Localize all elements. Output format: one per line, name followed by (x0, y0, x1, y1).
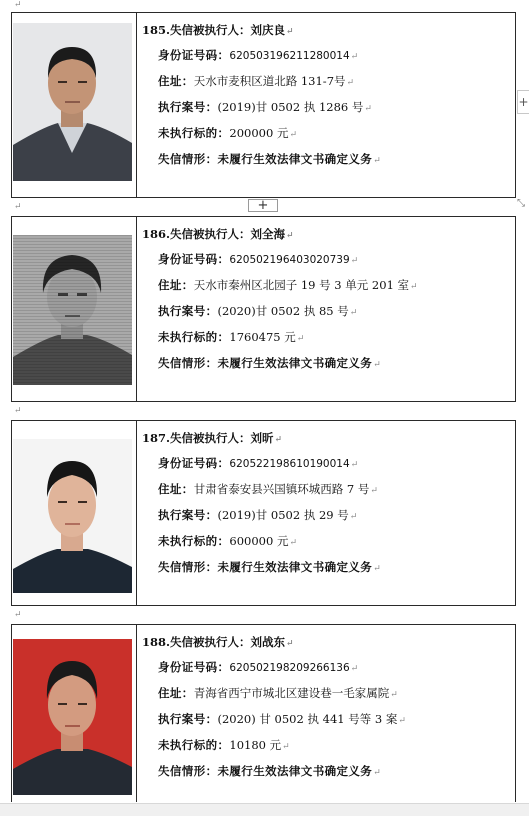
paragraph-mark: ↵ (286, 639, 294, 649)
paragraph-mark: ↵ (364, 104, 372, 114)
paragraph-mark: ↵ (410, 282, 418, 292)
paragraph-mark: ↵ (282, 742, 290, 752)
case-value: (2019)甘 0502 执 1286 号 (217, 100, 364, 114)
case-label: 执行案号： (158, 712, 218, 726)
id-label: 身份证号码： (158, 252, 230, 266)
record-card-188 (11, 624, 516, 802)
situation-label: 失信情形： (158, 356, 218, 370)
record-card-185 (11, 12, 516, 198)
paragraph-mark: ↵ (390, 690, 398, 700)
amount-label: 未执行标的： (158, 126, 230, 140)
id-label: 身份证号码： (158, 456, 230, 470)
case-value: (2020) 甘 0502 执 441 号等 3 案 (217, 712, 398, 726)
paragraph-mark: ↵ (289, 538, 298, 548)
case-label: 执行案号： (158, 100, 218, 114)
situation-label: 失信情形： (158, 152, 218, 166)
add-column-button[interactable]: + (517, 90, 529, 114)
paragraph-mark: ↵ (14, 202, 22, 212)
address-value: 青海省西宁市城北区建设巷一毛家属院 (193, 686, 390, 700)
paragraph-mark: ↵ (14, 610, 22, 620)
case-label: 执行案号： (158, 304, 218, 318)
case-label: 执行案号： (158, 508, 218, 522)
paragraph-mark: ↵ (289, 130, 298, 140)
paragraph-mark: ↵ (14, 406, 22, 416)
situation-value: 未履行生效法律文书确定义务 (217, 764, 373, 778)
address-label: 住址： (158, 482, 194, 496)
paragraph-mark: ↵ (296, 334, 305, 344)
amount-label: 未执行标的： (158, 534, 230, 548)
amount-value: 1760475 元 (229, 330, 296, 344)
paragraph-mark: ↵ (373, 564, 381, 574)
paragraph-mark: ↵ (350, 52, 359, 62)
record-title: 186.失信被执行人：刘全海 (142, 227, 286, 241)
portrait-photo (13, 23, 132, 181)
paragraph-mark: ↵ (286, 231, 294, 241)
id-value: 620502196403020739 (229, 254, 350, 266)
record-title: 185.失信被执行人：刘庆良 (142, 23, 286, 37)
photo-cell (12, 421, 137, 605)
paragraph-mark: ↵ (350, 664, 359, 674)
paragraph-mark: ↵ (370, 486, 378, 496)
paragraph-mark: ↵ (373, 156, 381, 166)
add-row-button[interactable]: + (248, 199, 278, 212)
address-value: 天水市秦州区北园子 19 号 3 单元 201 室 (193, 278, 410, 292)
bottom-scrollbar[interactable] (0, 803, 529, 816)
amount-value: 600000 元 (229, 534, 289, 548)
address-value: 天水市麦积区道北路 131-7号 (193, 74, 346, 88)
situation-value: 未履行生效法律文书确定义务 (217, 356, 373, 370)
record-card-186 (11, 216, 516, 402)
case-value: (2020)甘 0502 执 85 号 (217, 304, 349, 318)
situation-value: 未履行生效法律文书确定义务 (217, 152, 373, 166)
address-label: 住址： (158, 278, 194, 292)
paragraph-mark: ↵ (286, 27, 294, 37)
portrait-photo (13, 439, 132, 593)
amount-value: 10180 元 (229, 738, 282, 752)
address-label: 住址： (158, 74, 194, 88)
id-value: 620502198209266136 (229, 662, 350, 674)
amount-value: 200000 元 (229, 126, 289, 140)
paragraph-mark: ↵ (349, 512, 358, 522)
address-value: 甘肃省泰安县兴国镇环城西路 7 号 (193, 482, 370, 496)
paragraph-mark: ↵ (349, 308, 358, 318)
record-title: 188.失信被执行人：刘战东 (142, 635, 286, 649)
photo-cell (12, 13, 137, 197)
paragraph-mark: ↵ (373, 768, 381, 778)
situation-label: 失信情形： (158, 764, 218, 778)
paragraph-mark: ↵ (14, 0, 22, 10)
case-value: (2019)甘 0502 执 29 号 (217, 508, 349, 522)
id-value: 620522198610190014 (229, 458, 350, 470)
photo-cell (12, 217, 137, 401)
record-card-187 (11, 420, 516, 606)
paragraph-mark: ↵ (350, 460, 359, 470)
portrait-photo (13, 235, 132, 385)
id-label: 身份证号码： (158, 48, 230, 62)
id-value: 620503196211280014 (229, 50, 350, 62)
record-title: 187.失信被执行人：刘昕 (142, 431, 274, 445)
address-label: 住址： (158, 686, 194, 700)
photo-cell (12, 625, 137, 802)
paragraph-mark: ↵ (274, 435, 283, 445)
situation-value: 未履行生效法律文书确定义务 (217, 560, 373, 574)
paragraph-mark: ↵ (350, 256, 359, 266)
amount-label: 未执行标的： (158, 738, 230, 752)
paragraph-mark: ↵ (373, 360, 381, 370)
portrait-photo (13, 639, 132, 795)
amount-label: 未执行标的： (158, 330, 230, 344)
paragraph-mark: ↵ (398, 716, 406, 726)
id-label: 身份证号码： (158, 660, 230, 674)
table-resize-icon[interactable]: ⤡ (517, 198, 525, 209)
paragraph-mark: ↵ (346, 78, 355, 88)
situation-label: 失信情形： (158, 560, 218, 574)
